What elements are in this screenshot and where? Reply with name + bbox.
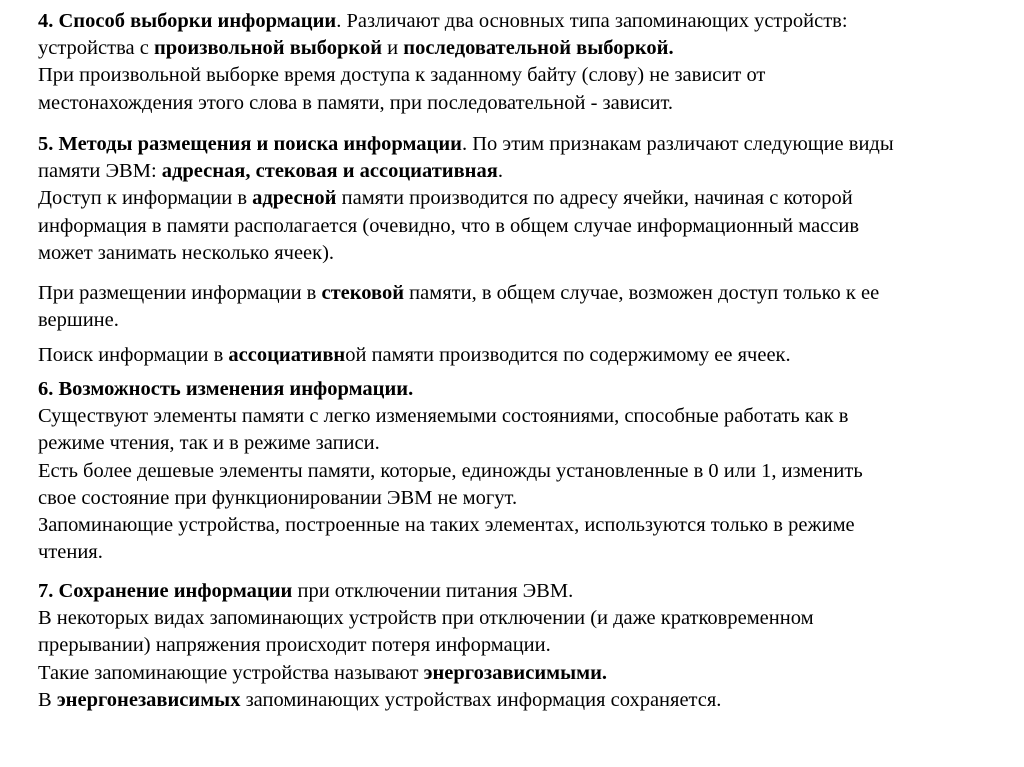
section-6-line-7: чтения. <box>38 541 103 564</box>
section-4-line-2-text-c: и <box>382 37 404 60</box>
section-7-line-4-period: . <box>601 661 608 684</box>
associative-line-1-text-a: Поиск информации в <box>38 344 229 366</box>
section-5-line-1-text: . По этим признакам различают следующие виды <box>461 133 894 155</box>
section-6-heading-end: . <box>408 378 414 400</box>
section-4-line-1 <box>38 8 1013 35</box>
associative-line-1 <box>38 342 1013 369</box>
section-5-line-2-text-a: памяти ЭВМ: <box>38 160 162 183</box>
section-7-line-3: прерывании) напряжения происходит потеря информации. <box>38 634 551 657</box>
section-6-line-4: Есть более дешевые элементы памяти, которые, единожды установленные в 0 или 1, изменить <box>38 459 863 482</box>
section-5-line-4: информация в памяти располагается (очевидно, что в общем случае информационный массив <box>38 214 860 237</box>
section-5-line-2-text-c: . <box>497 160 503 183</box>
section-7-line-1-text: при отключении питания ЭВМ. <box>292 580 574 602</box>
term-memory-types: адресная, стековая и ассоциативная <box>161 160 498 183</box>
term-stack: стековой <box>321 282 405 304</box>
section-6-line-2: Существуют элементы памяти с легко изменяемыми состояниями, способные работать как в <box>38 405 849 428</box>
term-sequential-access: последовательной выборкой. <box>403 37 674 60</box>
section-4-line-2 <box>38 35 1013 62</box>
term-address: адресной <box>252 187 337 210</box>
section-6-line-6: Запоминающие устройства, построенные на таких элементах, используются только в режиме <box>38 514 855 537</box>
section-7-line-5 <box>38 687 1013 714</box>
section-6-heading: 6. Возможность изменения информации <box>38 378 409 400</box>
associative-line-1-text-c: ой памяти производится по содержимому ее ячеек. <box>345 344 791 366</box>
section-5-paragraph <box>38 131 1013 267</box>
stack-line-1 <box>38 280 1013 307</box>
stack-line-1-text-a: При размещении информации в <box>38 282 322 304</box>
section-5-line-5: может занимать несколько ячеек). <box>38 241 335 264</box>
term-associative: ассоциативн <box>228 344 346 366</box>
stack-line-1-text-c: памяти, в общем случае, возможен доступ только к ее <box>404 282 880 304</box>
term-random-access: произвольной выборкой <box>153 37 383 60</box>
section-7-heading: 7. Сохранение информации <box>38 580 293 602</box>
section-6-paragraph <box>38 376 1013 566</box>
section-7-line-5-text-a: В <box>38 688 57 711</box>
section-5-heading: 5. Методы размещения и поиска информации <box>38 133 462 155</box>
section-4-line-2-text-a: устройства с <box>38 37 154 60</box>
section-5-line-3-text-c: памяти производится по адресу ячейки, начиная с которой <box>336 187 853 210</box>
section-4-line-1-text: . Различают два основных типа запоминающих устройств: <box>336 10 848 32</box>
section-5-line-3-text-a: Доступ к информации в <box>38 187 253 210</box>
stack-line-2: вершине. <box>38 309 119 332</box>
section-4-heading: 4. Способ выборки информации <box>38 10 337 32</box>
section-5-line-3 <box>38 185 1013 212</box>
section-7-line-5-text-c: запоминающих устройствах информация сохраняется. <box>240 688 722 711</box>
section-7-line-4 <box>38 660 1013 687</box>
term-non-volatile: энергонезависимых <box>56 688 241 711</box>
section-6-line-3: режиме чтения, так и в режиме записи. <box>38 432 380 455</box>
section-5-line-1 <box>38 131 1013 158</box>
section-7-line-2: В некоторых видах запоминающих устройств при отключении (и даже кратковременном <box>38 607 814 630</box>
term-volatile: энергозависимыми <box>423 661 602 684</box>
section-5-line-2 <box>38 158 1013 185</box>
section-4-paragraph <box>38 8 1013 117</box>
section-6-line-1 <box>38 376 1013 403</box>
section-7-paragraph <box>38 578 1013 714</box>
section-7-line-4-text-a: Такие запоминающие устройства называют <box>38 661 424 684</box>
section-4-line-3: При произвольной выборке время доступа к заданному байту (слову) не зависит от <box>38 64 766 87</box>
section-6-line-5: свое состояние при функционировании ЭВМ не могут. <box>38 486 518 509</box>
stack-paragraph <box>38 280 1013 334</box>
associative-paragraph <box>38 342 1013 369</box>
section-4-line-4: местонахождения этого слова в памяти, при последовательной - зависит. <box>38 91 673 114</box>
section-7-line-1 <box>38 578 1013 605</box>
